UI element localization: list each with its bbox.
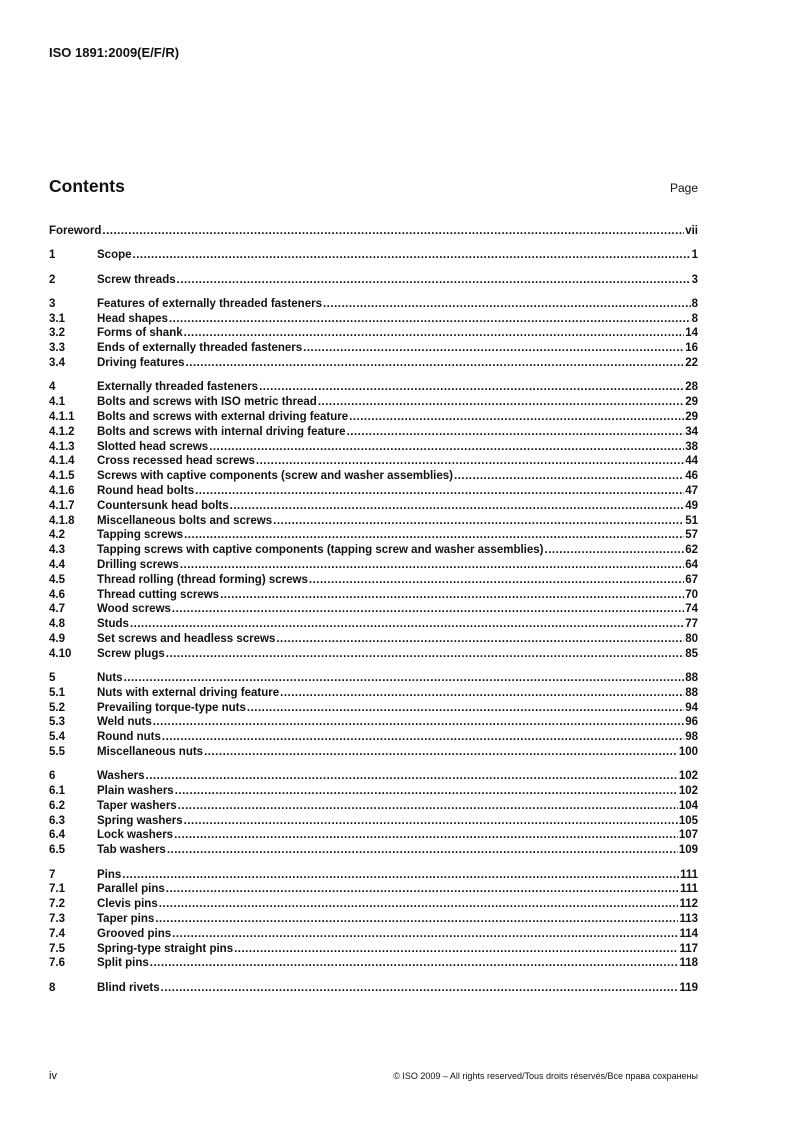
- toc-entry-number: 7.1: [49, 883, 65, 896]
- toc-entry-number: 4.2: [49, 529, 65, 542]
- leader-dots: [186, 357, 685, 369]
- toc-entry-page: 8: [691, 312, 698, 325]
- leader-dots: [169, 313, 691, 325]
- toc-entry[interactable]: [49, 943, 698, 958]
- toc-entry-number: 5.5: [49, 746, 65, 758]
- toc-entry-number: 3.3: [49, 342, 65, 355]
- leader-dots: [102, 225, 684, 237]
- toc-entry[interactable]: [49, 957, 698, 972]
- toc-entry[interactable]: [49, 342, 698, 357]
- toc-entry-page: 14: [685, 327, 698, 340]
- toc-entry-page: 57: [685, 529, 698, 542]
- toc-entry-page: 67: [685, 573, 698, 586]
- toc-entry[interactable]: [49, 815, 698, 830]
- toc-entry[interactable]: [49, 485, 698, 500]
- toc-entry-page: 22: [685, 357, 698, 370]
- toc-entry-title: Externally threaded fasteners: [97, 381, 259, 394]
- toc-entry-title: Set screws and headless screws: [97, 632, 276, 645]
- leader-dots: [209, 441, 684, 453]
- toc-entry[interactable]: [49, 716, 698, 731]
- leader-dots: [259, 381, 684, 393]
- footer-page-number: iv: [49, 1070, 57, 1082]
- toc-entry-number: 7.3: [49, 912, 65, 925]
- toc-entry-title: Wood screws: [97, 603, 171, 616]
- toc-entry-page: 111: [680, 883, 698, 896]
- toc-entry[interactable]: [49, 574, 698, 589]
- leader-dots: [349, 411, 684, 423]
- leader-dots: [133, 249, 691, 261]
- toc-entry-number: 4.1.6: [49, 484, 75, 497]
- toc-entry-page: 46: [685, 470, 698, 483]
- toc-entry-page: 100: [678, 746, 698, 758]
- toc-entry-number: 4.3: [49, 544, 65, 557]
- toc-entry[interactable]: [49, 982, 698, 997]
- toc-entry-page: 109: [678, 844, 698, 857]
- toc-entry[interactable]: [49, 687, 698, 702]
- leader-dots: [204, 746, 678, 758]
- leader-dots: [124, 672, 685, 684]
- toc-entry-page: 8: [691, 297, 698, 310]
- toc-entry-number: 3: [49, 297, 56, 310]
- toc-entry-number: 4.4: [49, 558, 65, 571]
- toc-entry-title: Features of externally threaded fasteners: [97, 297, 322, 310]
- toc-entry-number: 2: [49, 273, 56, 286]
- toc-entry[interactable]: [49, 633, 698, 648]
- leader-dots: [247, 702, 684, 714]
- toc-entry-title: Drilling screws: [97, 558, 179, 571]
- toc-entry[interactable]: [49, 249, 698, 264]
- toc-entry-page: 49: [685, 499, 698, 512]
- toc-entry-title: Driving features: [97, 357, 185, 370]
- leader-dots: [172, 603, 684, 615]
- toc-entry-number: 4.7: [49, 603, 65, 616]
- toc-entry[interactable]: [49, 470, 698, 485]
- toc-entry-number: 4.6: [49, 588, 65, 601]
- toc-entry-page: 112: [679, 898, 698, 911]
- toc-entry-number: 1: [49, 249, 56, 262]
- toc-entry[interactable]: [49, 357, 698, 372]
- toc-group: [49, 298, 698, 372]
- leader-dots: [184, 815, 678, 827]
- leader-dots: [153, 716, 684, 728]
- leader-dots: [162, 731, 684, 743]
- toc-entry[interactable]: [49, 515, 698, 530]
- leader-dots: [167, 844, 678, 856]
- toc-entry-title: Nuts: [97, 672, 123, 685]
- toc-entry[interactable]: [49, 883, 698, 898]
- toc-entry-page: 62: [685, 544, 698, 557]
- toc-group: [49, 770, 698, 859]
- contents-title: Contents: [49, 176, 125, 196]
- toc-entry[interactable]: [49, 603, 698, 618]
- leader-dots: [180, 559, 684, 571]
- leader-dots: [184, 327, 685, 339]
- toc-entry-number: 4.1.4: [49, 455, 75, 468]
- toc-group: [49, 672, 698, 761]
- toc-entry[interactable]: [49, 731, 698, 746]
- toc-entry-title: Bolts and screws with external driving feature: [97, 410, 349, 423]
- leader-dots: [150, 957, 679, 969]
- toc-entry-number: 4.10: [49, 647, 72, 660]
- toc-entry[interactable]: [49, 785, 698, 800]
- toc-entry-title: Countersunk head bolts: [97, 499, 229, 512]
- toc-entry-title: Screws with captive components (screw and washer assemblies): [97, 470, 453, 483]
- leader-dots: [256, 455, 684, 467]
- leader-dots: [184, 529, 684, 541]
- toc-entry-page: 74: [685, 603, 698, 616]
- toc-entry-number: 5.1: [49, 686, 65, 699]
- toc-entry-title: Nuts with external driving feature: [97, 686, 280, 699]
- leader-dots: [177, 274, 691, 286]
- leader-dots: [172, 928, 678, 940]
- toc-entry-title: Thread rolling (thread forming) screws: [97, 573, 308, 586]
- leader-dots: [309, 574, 684, 586]
- leader-dots: [130, 618, 684, 630]
- toc-entry-number: 3.2: [49, 327, 65, 340]
- toc-entry-page: 119: [679, 981, 698, 994]
- toc-entry-page: 88: [685, 672, 698, 685]
- toc-entry-page: 113: [679, 912, 698, 925]
- toc-entry-page: 70: [685, 588, 698, 601]
- toc-entry-page: 114: [679, 927, 698, 940]
- toc-entry-page: 3: [691, 273, 698, 286]
- document-header: ISO 1891:2009(E/F/R): [49, 45, 180, 60]
- toc-entry[interactable]: [49, 441, 698, 456]
- leader-dots: [175, 785, 678, 797]
- toc-entry-page: 80: [685, 632, 698, 645]
- toc-entry-page: 34: [685, 425, 698, 438]
- toc-entry-title: Split pins: [97, 957, 149, 970]
- toc-entry-title: Taper pins: [97, 912, 155, 925]
- toc-group: [49, 869, 698, 973]
- toc-entry-title: Plain washers: [97, 785, 174, 798]
- leader-dots: [347, 426, 685, 438]
- toc-entry[interactable]: [49, 396, 698, 411]
- toc-entry-page: 16: [685, 342, 698, 355]
- toc-entry-title: Spring-type straight pins: [97, 942, 234, 955]
- toc-entry[interactable]: [49, 844, 698, 859]
- leader-dots: [323, 298, 691, 310]
- toc-entry-page: 77: [685, 618, 698, 631]
- toc-entry-page: 28: [685, 381, 698, 394]
- toc-entry[interactable]: [49, 928, 698, 943]
- toc-entry-number: 5: [49, 672, 56, 685]
- toc-entry-page: 29: [685, 410, 698, 423]
- toc-entry-title: Bolts and screws with internal driving feature: [97, 425, 346, 438]
- toc-entry[interactable]: [49, 589, 698, 604]
- toc-entry[interactable]: [49, 559, 698, 574]
- leader-dots: [146, 770, 678, 782]
- leader-dots: [220, 589, 684, 601]
- toc-entry[interactable]: [49, 702, 698, 717]
- toc-entry-number: 5.4: [49, 731, 65, 744]
- toc-entry[interactable]: [49, 913, 698, 928]
- toc-entry-title: Screw plugs: [97, 647, 165, 660]
- toc-entry[interactable]: [49, 869, 698, 884]
- leader-dots: [122, 869, 679, 881]
- toc-entry-page: 98: [685, 731, 698, 744]
- toc-entry-title: Thread cutting screws: [97, 588, 220, 601]
- leader-dots: [454, 470, 684, 482]
- toc-entry-number: 4.1.8: [49, 514, 75, 527]
- toc-entry-number: 6.4: [49, 829, 65, 842]
- toc-entry[interactable]: [49, 829, 698, 844]
- toc-entry-page: 1: [691, 249, 698, 262]
- leader-dots: [159, 898, 679, 910]
- toc-entry-number: 7.5: [49, 942, 65, 955]
- toc-entry-page: vii: [685, 225, 698, 237]
- toc-group: [49, 249, 698, 264]
- page-column-label: Page: [669, 181, 698, 195]
- toc-entry-page: 105: [678, 814, 698, 827]
- toc-entry-page: 85: [685, 647, 698, 660]
- toc-entry-number: 4.5: [49, 573, 65, 586]
- toc-entry-page: 94: [685, 701, 698, 714]
- toc-entry[interactable]: [49, 898, 698, 913]
- toc-entry-number: 7.4: [49, 927, 65, 940]
- toc-entry-number: 4.1: [49, 396, 65, 409]
- toc-entry-number: 8: [49, 981, 56, 994]
- toc-entry-page: 118: [679, 957, 698, 970]
- toc-entry-title: Tapping screws with captive components (tapping screw and washer assemblies): [97, 544, 544, 557]
- leader-dots: [276, 633, 684, 645]
- toc-entry-title: Blind rivets: [97, 981, 160, 994]
- toc-entry-page: 51: [685, 514, 698, 527]
- toc-entry[interactable]: [49, 746, 698, 761]
- toc-entry-page: 47: [685, 484, 698, 497]
- toc-entry-number: 3.4: [49, 357, 65, 370]
- toc-entry[interactable]: [49, 618, 698, 633]
- leader-dots: [166, 648, 684, 660]
- toc-entry-page: 107: [678, 829, 698, 842]
- toc-entry-page: 64: [685, 558, 698, 571]
- toc-entry-page: 96: [685, 716, 698, 729]
- toc-entry[interactable]: [49, 529, 698, 544]
- toc-group: [49, 381, 698, 662]
- toc-entry-title: Parallel pins: [97, 883, 165, 896]
- toc-entry[interactable]: [49, 455, 698, 470]
- toc-entry-number: 7.6: [49, 957, 65, 970]
- toc-entry-page: 88: [685, 686, 698, 699]
- toc-entry-number: 4.1.7: [49, 499, 75, 512]
- toc-entry-title: Scope: [97, 249, 132, 262]
- toc-entry-number: 4.1.3: [49, 440, 75, 453]
- leader-dots: [273, 515, 684, 527]
- toc-entry-title: Clevis pins: [97, 898, 158, 911]
- toc-entry[interactable]: [49, 313, 698, 328]
- toc-entry-title: Ends of externally threaded fasteners: [97, 342, 303, 355]
- toc-entry-page: 29: [685, 396, 698, 409]
- toc-entry-number: 4.1.1: [49, 410, 75, 423]
- toc-entry[interactable]: [49, 411, 698, 426]
- leader-dots: [178, 800, 678, 812]
- table-of-contents: [49, 225, 698, 1006]
- toc-group: [49, 982, 698, 997]
- toc-entry-number: 7: [49, 868, 56, 881]
- toc-entry-title: Prevailing torque-type nuts: [97, 701, 246, 714]
- toc-entry[interactable]: [49, 327, 698, 342]
- toc-entry-title: Foreword: [49, 225, 102, 237]
- toc-entry-title: Screw threads: [97, 273, 176, 286]
- toc-entry[interactable]: [49, 274, 698, 289]
- toc-entry-number: 6.1: [49, 785, 65, 798]
- toc-entry-number: 4.8: [49, 618, 65, 631]
- toc-entry-number: 6.5: [49, 844, 65, 857]
- toc-entry-title: Round nuts: [97, 731, 161, 744]
- toc-entry-number: 4.1.2: [49, 425, 75, 438]
- leader-dots: [161, 982, 679, 994]
- toc-entry-page: 102: [678, 785, 698, 798]
- toc-entry-title: Tapping screws: [97, 529, 184, 542]
- toc-entry-number: 6.3: [49, 814, 65, 827]
- leader-dots: [234, 943, 678, 955]
- toc-entry-number: 7.2: [49, 898, 65, 911]
- toc-group: [49, 274, 698, 289]
- toc-entry-title: Slotted head screws: [97, 440, 209, 453]
- leader-dots: [166, 883, 679, 895]
- toc-entry-page: 104: [678, 799, 698, 812]
- toc-entry-number: 4: [49, 381, 56, 394]
- toc-entry-number: 6.2: [49, 799, 65, 812]
- toc-entry-title: Grooved pins: [97, 927, 172, 940]
- toc-entry-title: Washers: [97, 770, 145, 783]
- leader-dots: [174, 829, 678, 841]
- leader-dots: [230, 500, 685, 512]
- leader-dots: [195, 485, 684, 497]
- toc-group: [49, 225, 698, 240]
- toc-entry-title: Tab washers: [97, 844, 166, 857]
- toc-entry-title: Miscellaneous nuts: [97, 746, 204, 758]
- toc-entry[interactable]: [49, 225, 698, 240]
- toc-entry-number: 6: [49, 770, 56, 783]
- toc-entry-number: 5.3: [49, 716, 65, 729]
- toc-entry-title: Pins: [97, 868, 122, 881]
- toc-entry-title: Lock washers: [97, 829, 174, 842]
- toc-entry-page: 44: [685, 455, 698, 468]
- toc-entry[interactable]: [49, 381, 698, 396]
- toc-entry[interactable]: [49, 672, 698, 687]
- toc-entry-title: Spring washers: [97, 814, 183, 827]
- toc-entry-title: Taper washers: [97, 799, 177, 812]
- toc-entry-number: 4.9: [49, 632, 65, 645]
- toc-entry-title: Studs: [97, 618, 129, 631]
- leader-dots: [303, 342, 684, 354]
- toc-entry[interactable]: [49, 770, 698, 785]
- footer-copyright: © ISO 2009 – All rights reserved/Tous droits réservés/Все права сохранены: [393, 1071, 698, 1081]
- toc-entry[interactable]: [49, 800, 698, 815]
- leader-dots: [318, 396, 684, 408]
- toc-entry[interactable]: [49, 500, 698, 515]
- toc-entry-page: 102: [678, 770, 698, 783]
- toc-entry-title: Weld nuts: [97, 716, 152, 729]
- toc-entry-title: Cross recessed head screws: [97, 455, 255, 468]
- toc-entry-number: 4.1.5: [49, 470, 75, 483]
- toc-entry-title: Miscellaneous bolts and screws: [97, 514, 273, 527]
- leader-dots: [155, 913, 678, 925]
- toc-entry-page: 111: [680, 868, 698, 881]
- toc-entry-number: 5.2: [49, 701, 65, 714]
- toc-entry-page: 38: [685, 440, 698, 453]
- toc-entry[interactable]: [49, 426, 698, 441]
- leader-dots: [280, 687, 684, 699]
- toc-entry-title: Round head bolts: [97, 484, 195, 497]
- toc-entry[interactable]: [49, 648, 698, 663]
- toc-entry[interactable]: [49, 544, 698, 559]
- toc-entry-title: Head shapes: [97, 312, 168, 325]
- leader-dots: [545, 544, 685, 556]
- toc-entry-title: Bolts and screws with ISO metric thread: [97, 396, 317, 409]
- toc-entry-number: 3.1: [49, 312, 65, 325]
- toc-entry[interactable]: [49, 298, 698, 313]
- toc-entry-title: Forms of shank: [97, 327, 183, 340]
- toc-entry-page: 117: [679, 942, 698, 955]
